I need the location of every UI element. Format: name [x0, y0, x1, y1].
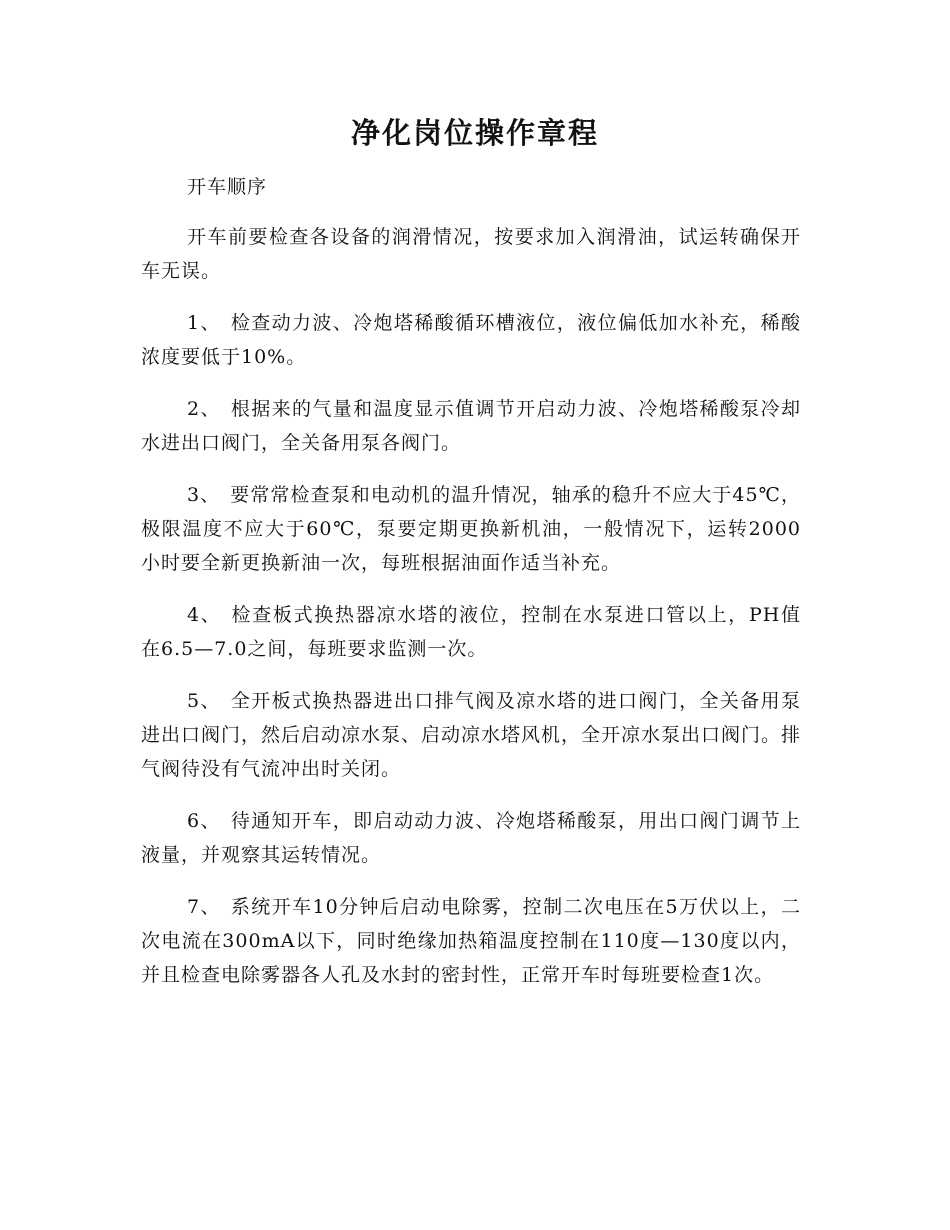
step-text: 检查动力波、冷炮塔稀酸循环槽液位，液位偏低加水补充，稀酸浓度要低于10%。 [141, 312, 801, 368]
step-number: 6、 [187, 810, 221, 832]
step-number: 3、 [187, 484, 221, 506]
step-2 [141, 392, 801, 460]
step-1 [141, 306, 801, 374]
step-3 [141, 478, 801, 580]
step-text: 全开板式换热器进出口排气阀及凉水塔的进口阀门，全关备用泵进出口阀门，然后启动凉水泵、启动凉水塔风机，全开凉水泵出口阀门。排气阀待没有气流冲出时关闭。 [141, 690, 802, 780]
document-body [141, 170, 801, 1010]
step-6 [141, 804, 801, 872]
step-text: 要常常检查泵和电动机的温升情况，轴承的稳升不应大于45℃，极限温度不应大于60℃，泵要定期更换新机油，一般情况下，运转2000小时要全新更换新油一次，每班根据油面作适当补充。 [141, 484, 801, 574]
step-5 [141, 684, 801, 786]
step-text: 根据来的气量和温度显示值调节开启动力波、冷炮塔稀酸泵冷却水进出口阀门，全关备用泵各阀门。 [141, 398, 801, 454]
step-text: 系统开车10分钟后启动电除雾，控制二次电压在5万伏以上，二次电流在300mA以下，同时绝缘加热箱温度控制在110度—130度以内，并且检查电除雾器各人孔及水封的密封性，正常开车时每班要检查1次。 [141, 896, 801, 986]
step-text: 待通知开车，即启动动力波、冷炮塔稀酸泵，用出口阀门调节上液量，并观察其运转情况。 [141, 810, 801, 866]
step-number: 4、 [187, 604, 222, 626]
step-text: 检查板式换热器凉水塔的液位，控制在水泵进口管以上，PH值在6.5—7.0之间，每班要求监测一次。 [141, 604, 802, 660]
intro-paragraph: 开车前要检查各设备的润滑情况，按要求加入润滑油，试运转确保开车无误。 [141, 226, 801, 282]
step-number: 5、 [187, 690, 221, 712]
step-number: 2、 [187, 398, 221, 420]
step-number: 7、 [187, 896, 221, 918]
section-heading: 开车顺序 [187, 176, 268, 198]
step-4 [141, 598, 801, 666]
step-number: 1、 [187, 312, 221, 334]
step-7 [141, 890, 801, 992]
document-title: 净化岗位操作章程 [350, 116, 599, 150]
